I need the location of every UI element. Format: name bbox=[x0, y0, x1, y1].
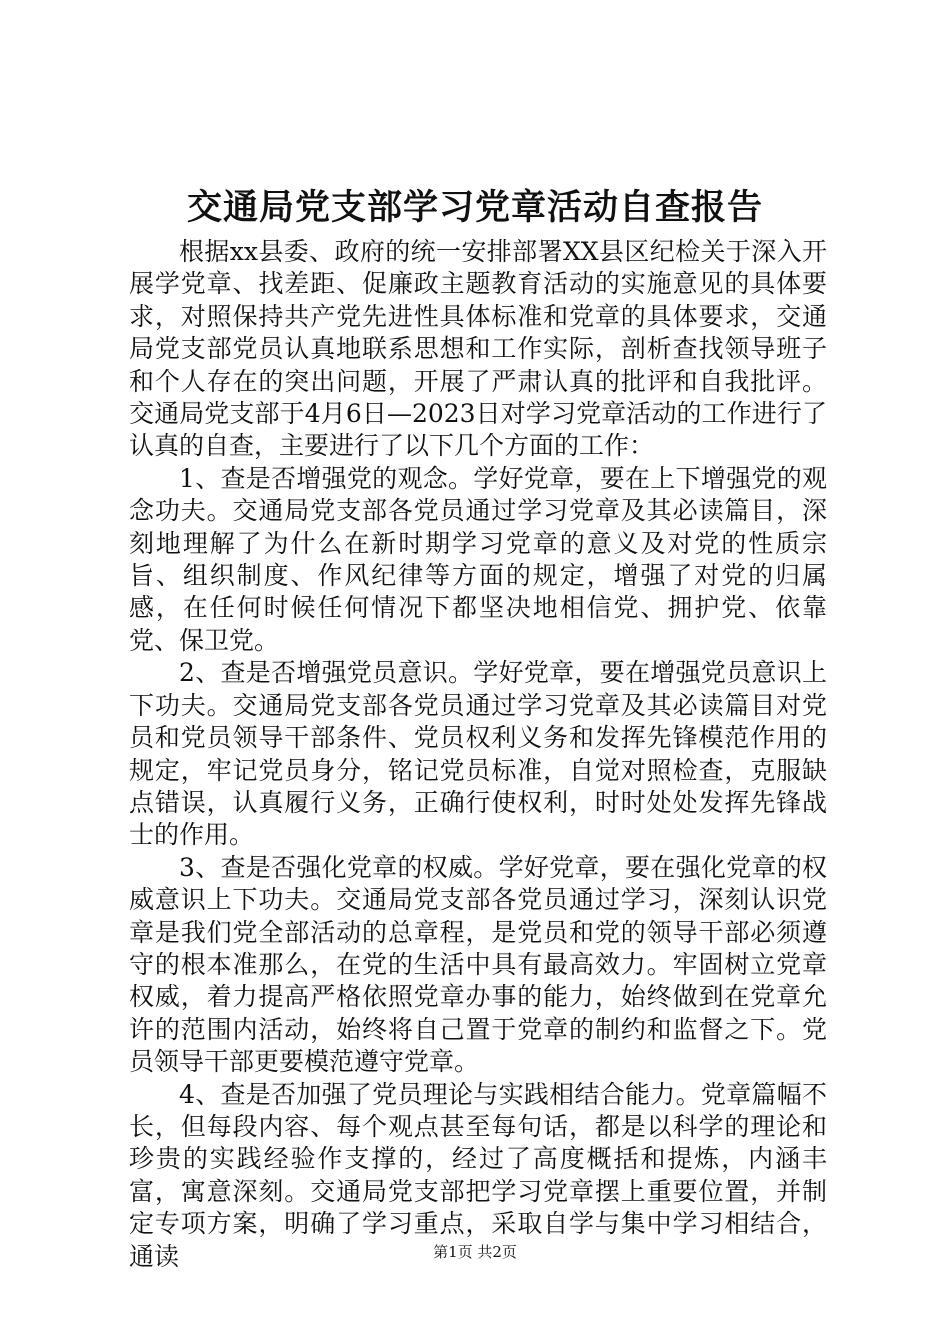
paragraph-intro: 根据xx县委、政府的统一安排部署XX县区纪检关于深入开展学党章、找差距、促廉政主题教育活动的实施意见的具体要求，对照保持共产党先进性具体标准和党章的具体要求，交通局党支部党员认真地联系思想和工作实际，剖析查找领导班子和个人存在的突出问题，开展了严肃认真的批评和自我批评。交通局党支部于4月6日—2023日对学习党章活动的工作进行了认真的自查，主要进行了以下几个方面的工作： bbox=[129, 237, 827, 461]
document-title: 交通局党支部学习党章活动自查报告 bbox=[186, 187, 763, 228]
paragraph-item-4: 4、查是否加强了党员理论与实践相结合能力。党章篇幅不长，但每段内容、每个观点甚至每句话，都是以科学的理论和珍贵的实践经验作支撑的，经过了高度概括和提炼，内涵丰富，寓意深刻。交通局党支部把学习党章摆上重要位置，并制定专项方案，明确了学习重点，采取自学与集中学习相结合，通读 bbox=[129, 1079, 827, 1271]
paragraph-item-3: 3、查是否强化党章的权威。学好党章，要在强化党章的权威意识上下功夫。交通局党支部各党员通过学习，深刻认识党章是我们党全部活动的总章程，是党员和党的领导干部必须遵守的根本准那么，在党的生活中具有最高效力。牢固树立党章权威，着力提高严格依照党章办事的能力，始终做到在党章允许的范围内活动，始终将自己置于党章的制约和监督之下。党员领导干部更要模范遵守党章。 bbox=[129, 852, 827, 1077]
paragraph-item-2: 2、查是否增强党员意识。学好党章，要在增强党员意识上下功夫。交通局党支部各党员通过学习党章及其必读篇目对党员和党员领导干部条件、党员权利义务和发挥先锋模范作用的规定，牢记党员身分，铭记党员标准，自觉对照检查，克服缺点错误，认真履行义务，正确行使权利，时时处处发挥先锋战士的作用。 bbox=[129, 658, 827, 850]
document-body bbox=[129, 236, 827, 1273]
page-number-footer: 第1页 共2页 bbox=[433, 1243, 517, 1261]
paragraph-item-1: 1、查是否增强党的观念。学好党章，要在上下增强党的观念功夫。交通局党支部各党员通过学习党章及其必读篇目，深刻地理解了为什么在新时期学习党章的意义及对党的性质宗旨、组织制度、作风纪律等方面的规定，增强了对党的归属感，在任何时候任何情况下都坚决地相信党、拥护党、依靠党、保卫党。 bbox=[129, 463, 827, 655]
